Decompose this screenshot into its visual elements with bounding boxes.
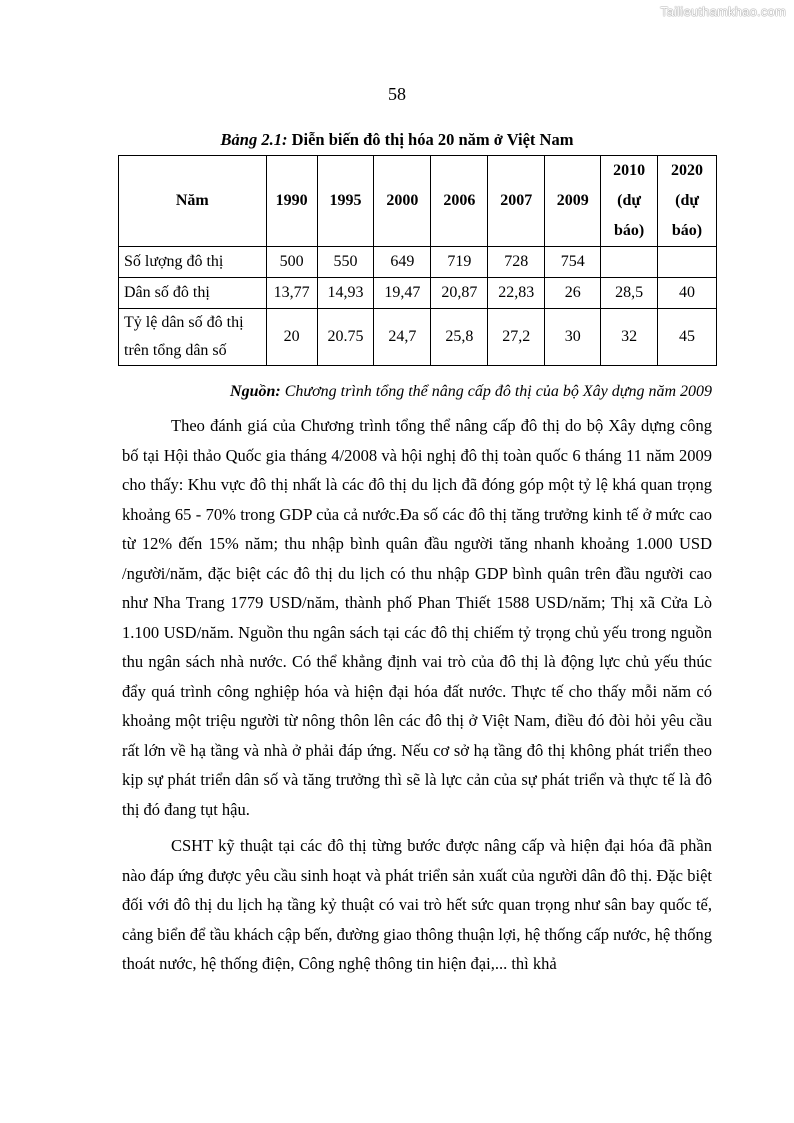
- table-caption-label: Bảng 2.1:: [220, 130, 288, 149]
- paragraph: CSHT kỹ thuật tại các đô thị từng bước được nâng cấp và hiện đại hóa đã phần nào đáp ứng được yêu cầu sinh hoạt và phát triển sản xuất của người dân đô thị. Đặc biệt đối với đô thị du lịch hạ tầng kỷ thuật có vai trò hết sức quan trọng như sân bay quốc tế, cảng biển để tầu khách cập bến, đường giao thông thuận lợi, hệ thống cấp nước, hệ thống thoát nước, hệ thống điện, Công nghệ thông tin hiện đại,... thì khả: [122, 836, 712, 973]
- table-cell: 20: [266, 309, 317, 366]
- header-year-label: Năm: [119, 156, 267, 247]
- table-cell: 719: [431, 247, 488, 278]
- table-cell: 649: [374, 247, 431, 278]
- row-label: Số lượng đô thị: [119, 247, 267, 278]
- row-label: [119, 309, 267, 366]
- row-label-line: trên tổng dân số: [124, 342, 227, 359]
- table-cell: 26: [545, 278, 601, 309]
- row-label-line: Tỷ lệ dân số đô thị: [124, 314, 244, 331]
- table-row: [119, 278, 717, 309]
- header-forecast-year: [658, 156, 717, 247]
- header-year: 2007: [488, 156, 545, 247]
- table-caption: [0, 130, 794, 150]
- page-number: 58: [388, 84, 406, 104]
- table-cell: 20,87: [431, 278, 488, 309]
- table-header-row: [119, 156, 717, 247]
- urbanization-table: [118, 155, 717, 366]
- table-cell: 22,83: [488, 278, 545, 309]
- table-cell: 14,93: [317, 278, 374, 309]
- watermark: Tailieuthamkhao.com: [660, 4, 786, 19]
- table-row: [119, 309, 717, 366]
- table-cell: 20.75: [317, 309, 374, 366]
- table-cell: 32: [601, 309, 658, 366]
- table-cell: 30: [545, 309, 601, 366]
- source-text: Chương trình tổng thể nâng cấp đô thị của bộ Xây dựng năm 2009: [280, 383, 712, 400]
- table-cell: 45: [658, 309, 717, 366]
- table-cell: 19,47: [374, 278, 431, 309]
- table-cell: 24,7: [374, 309, 431, 366]
- table-cell: 13,77: [266, 278, 317, 309]
- table-cell: [601, 247, 658, 278]
- table-caption-title: Diễn biến đô thị hóa 20 năm ở Việt Nam: [291, 130, 574, 149]
- table-cell: 728: [488, 247, 545, 278]
- header-year: 1995: [317, 156, 374, 247]
- body-text: [122, 411, 712, 979]
- table-cell: 27,2: [488, 309, 545, 366]
- paragraph: Theo đánh giá của Chương trình tổng thể nâng cấp đô thị do bộ Xây dựng công bố tại Hội thảo Quốc gia tháng 4/2008 và hội nghị đô thị toàn quốc 6 tháng 11 năm 2009 cho thấy: Khu vực đô thị nhất là các đô thị du lịch đã đóng góp một tỷ lệ khá quan trọng khoảng 65 - 70% trong GDP của cả nước.Đa số các đô thị tăng trưởng kinh tế ở mức cao từ 12% đến 15% năm; thu nhập bình quân đầu người tăng nhanh khoảng 1.000 USD /người/năm, đặc biệt các đô thị du lịch có thu nhập GDP bình quân trên đầu người cao như Nha Trang 1779 USD/năm, thành phố Phan Thiết 1588 USD/năm; Thị xã Cửa Lò 1.100 USD/năm. Nguồn thu ngân sách tại các đô thị chiếm tỷ trọng chủ yếu trong nguồn thu ngân sách nhà nước. Có thể khẳng định vai trò của đô thị là động lực chủ yếu thúc đẩy quá trình công nghiệp hóa và hiện đại hóa đất nước. Thực tế cho thấy mỗi năm có khoảng một triệu người từ nông thôn lên các đô thị ở Việt Nam, điều đó đòi hỏi yêu cầu rất lớn về hạ tầng và nhà ở phải đáp ứng. Nếu cơ sở hạ tầng đô thị không phát triển theo kịp sự phát triển dân số và tăng trưởng thì sẽ là lực cản của sự phát triển và thực tế là đô thị đó đang tụt hậu.: [122, 416, 712, 819]
- header-forecast-year: [601, 156, 658, 247]
- header-year: 2000: [374, 156, 431, 247]
- table-cell: 28,5: [601, 278, 658, 309]
- table-cell: 25,8: [431, 309, 488, 366]
- forecast-year: 2020: [671, 162, 704, 179]
- header-year: 2006: [431, 156, 488, 247]
- header-year: 1990: [266, 156, 317, 247]
- row-label: Dân số đô thị: [119, 278, 267, 309]
- table-cell: 500: [266, 247, 317, 278]
- table-row: [119, 247, 717, 278]
- forecast-note: báo): [671, 222, 703, 239]
- table-cell: [658, 247, 717, 278]
- table-cell: 40: [658, 278, 717, 309]
- table-cell: 754: [545, 247, 601, 278]
- forecast-year: 2010: [613, 162, 646, 179]
- header-year: 2009: [545, 156, 601, 247]
- table-cell: 550: [317, 247, 374, 278]
- forecast-note: (dự: [675, 192, 699, 209]
- forecast-note: báo): [613, 222, 645, 239]
- forecast-note: (dự: [617, 192, 641, 209]
- table-source: [0, 383, 712, 401]
- source-label: Nguồn:: [230, 383, 281, 400]
